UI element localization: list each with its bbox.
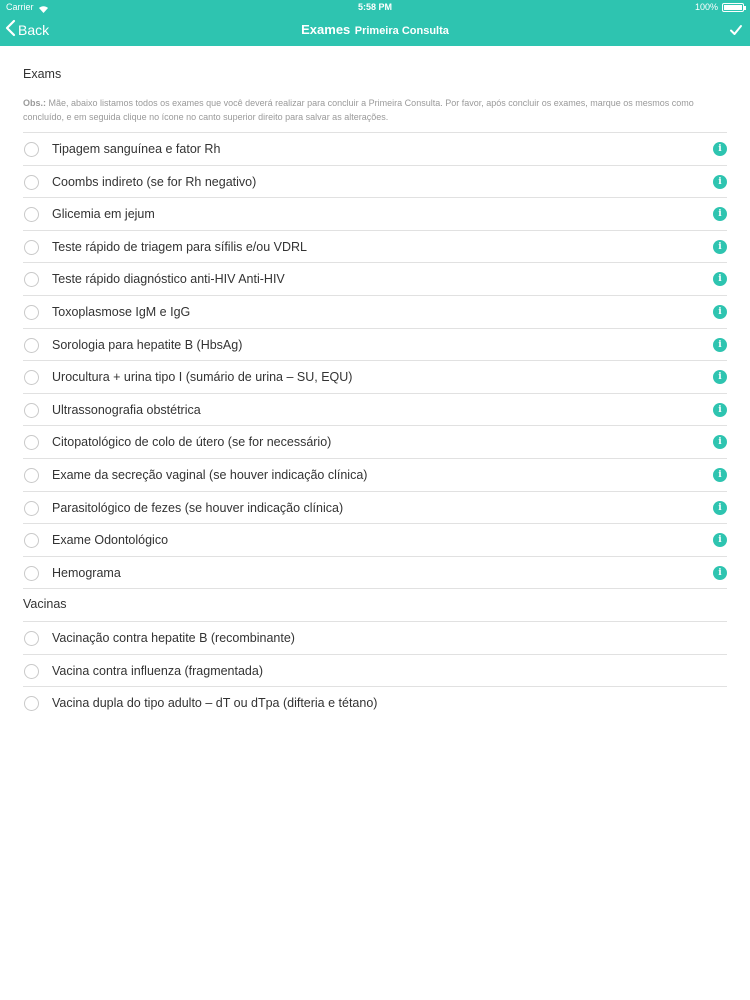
back-button[interactable] — [5, 14, 49, 46]
list-item-label: Teste rápido diagnóstico anti-HIV Anti-HIV — [52, 272, 285, 287]
list-item-label: Ultrassonografia obstétrica — [52, 402, 201, 417]
checkmark-icon[interactable] — [728, 22, 744, 38]
info-icon[interactable]: i — [713, 175, 727, 189]
radio-circle-icon[interactable] — [24, 142, 39, 157]
radio-circle-icon[interactable] — [24, 272, 39, 287]
radio-circle-icon[interactable] — [24, 175, 39, 190]
radio-circle-icon[interactable] — [24, 533, 39, 548]
exams-section-title: Exams — [23, 67, 62, 81]
radio-circle-icon[interactable] — [24, 631, 39, 646]
observation-label: Obs.: — [23, 98, 47, 108]
info-icon[interactable]: i — [713, 566, 727, 580]
info-icon[interactable]: i — [713, 403, 727, 417]
list-item-label: Tipagem sanguínea e fator Rh — [52, 142, 221, 156]
info-icon[interactable]: i — [713, 533, 727, 547]
list-item[interactable] — [23, 328, 727, 361]
page-title — [0, 14, 750, 46]
list-item[interactable] — [23, 197, 727, 230]
list-item[interactable] — [23, 458, 727, 491]
page-title-subtitle: Primeira Consulta — [354, 25, 449, 37]
list-item[interactable] — [23, 523, 727, 556]
list-item-label: Vacinação contra hepatite B (recombinante) — [52, 631, 295, 645]
list-item[interactable] — [23, 425, 727, 458]
exams-list — [0, 132, 750, 588]
battery-icon — [722, 3, 744, 12]
list-item-label: Urocultura + urina tipo I (sumário de urina – SU, EQU) — [52, 370, 353, 385]
list-item[interactable] — [23, 132, 727, 165]
list-item-label: Toxoplasmose IgM e IgG — [52, 304, 191, 319]
list-item-label: Coombs indireto (se for Rh negativo) — [52, 174, 257, 189]
info-icon[interactable]: i — [713, 240, 727, 254]
page-title-main: Exames — [301, 22, 351, 37]
info-icon[interactable]: i — [713, 142, 727, 156]
list-item[interactable] — [23, 491, 727, 524]
info-icon[interactable]: i — [713, 207, 727, 221]
radio-circle-icon[interactable] — [24, 240, 39, 255]
list-item-label: Citopatológico de colo de útero (se for necessário) — [52, 435, 332, 450]
radio-circle-icon[interactable] — [24, 305, 39, 320]
vaccines-section-title: Vacinas — [23, 597, 67, 612]
list-item[interactable] — [23, 165, 727, 198]
observation-text — [23, 96, 723, 124]
radio-circle-icon[interactable] — [24, 566, 39, 581]
list-item[interactable] — [23, 621, 727, 654]
info-icon[interactable]: i — [713, 501, 727, 515]
info-icon[interactable]: i — [713, 305, 727, 319]
radio-circle-icon[interactable] — [24, 696, 39, 711]
list-item-label: Teste rápido de triagem para sífilis e/ou VDRL — [52, 239, 307, 254]
vaccines-list — [0, 621, 750, 719]
back-button-label: Back — [18, 22, 50, 38]
radio-circle-icon[interactable] — [24, 338, 39, 353]
list-item[interactable] — [23, 262, 727, 295]
status-time: 5:58 PM — [357, 2, 392, 12]
observation-body: Mãe, abaixo listamos todos os exames que você deverá realizar para concluir a Primeira Consulta. Por favor, após concluir os exames, marque os mesmos como concluído, e em seguida clique no ícone no canto superior direito para salvar as alterações. — [23, 98, 694, 122]
section-divider — [23, 588, 727, 589]
list-item[interactable] — [23, 556, 727, 589]
list-item-label: Exame da secreção vaginal (se houver indicação clínica) — [52, 467, 368, 482]
list-item-label: Sorologia para hepatite B (HbsAg) — [52, 337, 243, 352]
radio-circle-icon[interactable] — [24, 468, 39, 483]
radio-circle-icon[interactable] — [24, 403, 39, 418]
status-bar — [0, 0, 750, 14]
battery-percentage: 100% — [694, 2, 718, 12]
battery-fill — [724, 5, 742, 10]
list-item[interactable] — [23, 686, 727, 719]
list-item[interactable] — [23, 360, 727, 393]
list-item-label: Parasitológico de fezes (se houver indicação clínica) — [52, 500, 344, 515]
info-icon[interactable]: i — [713, 370, 727, 384]
list-item-label: Hemograma — [52, 565, 121, 580]
info-icon[interactable]: i — [713, 338, 727, 352]
carrier-label: Carrier — [6, 2, 34, 12]
list-item[interactable] — [23, 230, 727, 263]
radio-circle-icon[interactable] — [24, 435, 39, 450]
list-item-label: Exame Odontológico — [52, 533, 169, 548]
info-icon[interactable]: i — [713, 435, 727, 449]
radio-circle-icon[interactable] — [24, 501, 39, 516]
info-icon[interactable]: i — [713, 468, 727, 482]
chevron-left-icon — [5, 19, 16, 42]
list-item-label: Vacina dupla do tipo adulto – dT ou dTpa (difteria e tétano) — [52, 696, 378, 711]
list-item-label: Glicemia em jejum — [52, 207, 155, 222]
navigation-bar — [0, 14, 750, 46]
list-item-label: Vacina contra influenza (fragmentada) — [52, 663, 263, 678]
info-icon[interactable]: i — [713, 272, 727, 286]
radio-circle-icon[interactable] — [24, 207, 39, 222]
list-item[interactable] — [23, 295, 727, 328]
radio-circle-icon[interactable] — [24, 664, 39, 679]
radio-circle-icon[interactable] — [24, 370, 39, 385]
list-item[interactable] — [23, 654, 727, 687]
list-item[interactable] — [23, 393, 727, 426]
